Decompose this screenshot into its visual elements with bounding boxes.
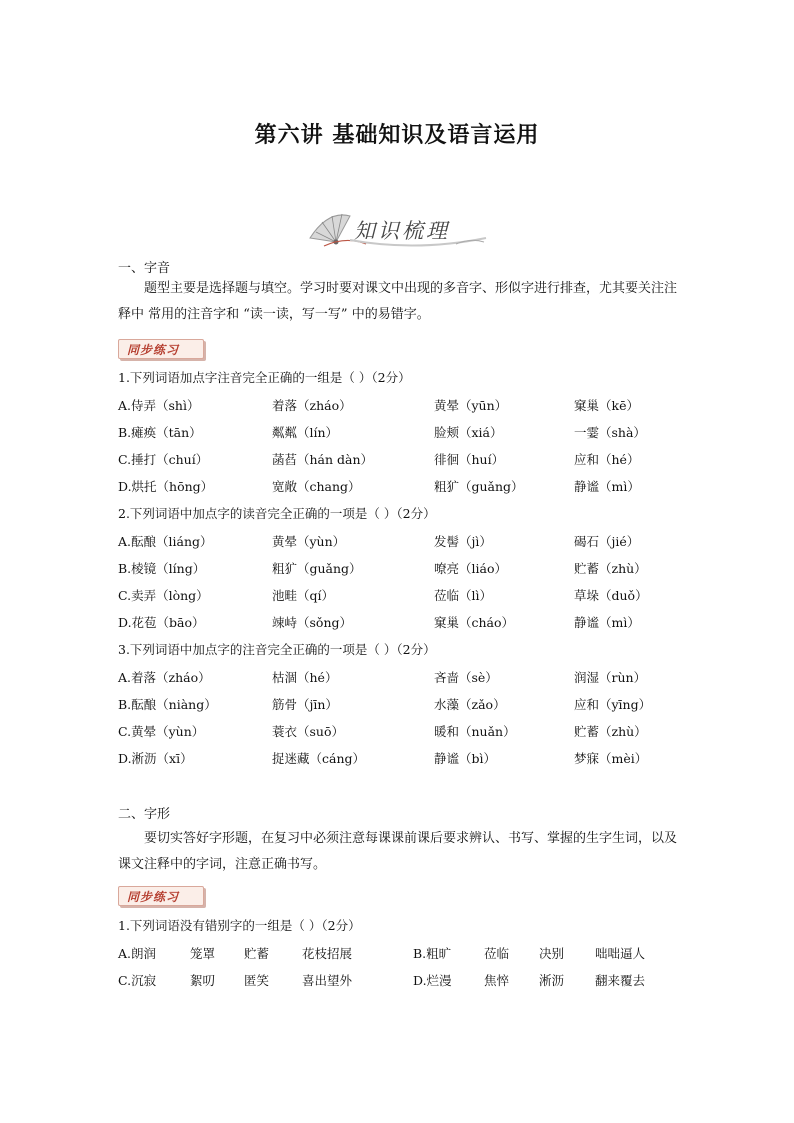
question-1-3-stem: 3.下列词语中加点字的注音完全正确的一项是（ ）（2分）: [118, 642, 436, 657]
option-cell: 焦悴: [484, 973, 510, 988]
option-cell: 粼粼（lín）: [272, 425, 339, 440]
option-cell: 粗犷（guǎng）: [272, 561, 362, 576]
option-cell: 梦寐（mèi）: [574, 751, 648, 766]
knowledge-badge: [306, 208, 490, 250]
option-cell: 贮蓄: [244, 946, 270, 961]
question-1-3-row-a: [118, 668, 678, 688]
option-cell: A.侍弄（shì）: [118, 398, 200, 413]
question-2-1-stem: 1.下列词语没有错别字的一组是（ ）（2分）: [118, 918, 361, 933]
option-cell: 黄晕（yùn）: [272, 534, 346, 549]
option-cell: 水藻（zǎo）: [434, 697, 506, 712]
option-cell: 静谧（bì）: [434, 751, 496, 766]
badge-text: 知识梳理: [354, 219, 450, 243]
option-cell: C.卖弄（lòng）: [118, 588, 209, 603]
option-cell: 蓑衣（suō）: [272, 724, 344, 739]
option-cell: A.酝酿（liáng）: [118, 534, 213, 549]
option-cell: B.瘫痪（tān）: [118, 425, 202, 440]
option-cell: 粗犷（guǎng）: [434, 479, 524, 494]
option-cell: D.花苞（bāo）: [118, 615, 205, 630]
option-cell: C.沉寂: [118, 973, 157, 988]
question-2-1-row-cd: [118, 971, 678, 991]
option-cell: 润湿（rùn）: [574, 670, 647, 685]
option-cell: 一霎（shà）: [574, 425, 646, 440]
option-cell: 草垛（duǒ）: [574, 588, 648, 603]
option-cell: 贮蓄（zhù）: [574, 561, 647, 576]
option-cell: 碣石（jié）: [574, 534, 640, 549]
option-cell: D.烂漫: [413, 973, 452, 988]
option-cell: 枯涸（hé）: [272, 670, 338, 685]
practice-badge-2: [118, 886, 204, 906]
option-cell: B.粗旷: [413, 946, 452, 961]
option-cell: C.捶打（chuí）: [118, 452, 209, 467]
option-cell: 咄咄逼人: [595, 946, 646, 961]
option-cell: D.烘托（hōng）: [118, 479, 214, 494]
question-1-2-row-d: [118, 613, 678, 633]
option-cell: 淅沥: [539, 973, 565, 988]
practice-badge-1: [118, 339, 204, 359]
option-cell: D.淅沥（xī）: [118, 751, 193, 766]
question-1-3-row-b: [118, 695, 678, 715]
option-cell: 应和（yīng）: [574, 697, 652, 712]
option-cell: 宽敞（chang）: [272, 479, 361, 494]
option-cell: 竦峙（sǒng）: [272, 615, 352, 630]
option-cell: 窠巢（kē）: [574, 398, 639, 413]
option-cell: B.棱镜（líng）: [118, 561, 206, 576]
question-1-2-row-c: [118, 586, 678, 606]
question-1-3-row-d: [118, 749, 678, 769]
option-cell: 暖和（nuǎn）: [434, 724, 516, 739]
option-cell: 花枝招展: [302, 946, 353, 961]
question-1-1-row-a: [118, 396, 678, 416]
option-cell: 贮蓄（zhù）: [574, 724, 647, 739]
question-1-2-row-a: [118, 532, 678, 552]
practice-label: 同步练习: [127, 890, 180, 904]
option-cell: 脸颊（xiá）: [434, 425, 503, 440]
option-cell: 絮叨: [190, 973, 216, 988]
option-cell: A.朗润: [118, 946, 157, 961]
question-1-1-row-b: [118, 423, 678, 443]
option-cell: 静谧（mì）: [574, 479, 640, 494]
option-cell: C.黄晕（yùn）: [118, 724, 205, 739]
option-cell: 静谧（mì）: [574, 615, 640, 630]
option-cell: 应和（hé）: [574, 452, 640, 467]
option-cell: 捉迷藏（cáng）: [272, 751, 366, 766]
question-1-2-stem: 2.下列词语中加点字的读音完全正确的一项是（ ）（2分）: [118, 506, 436, 521]
option-cell: 发髻（jì）: [434, 534, 492, 549]
question-2-1-row-ab: [118, 944, 678, 964]
option-cell: 笼罩: [190, 946, 216, 961]
section2-paragraph: 要切实答好字形题，在复习中必须注意每课课前课后要求辨认、书写、掌握的生字生词，以及课文注释中的字词，注意正确书写。: [118, 831, 678, 872]
option-cell: 莅临（lì）: [434, 588, 492, 603]
question-1-1-stem: 1.下列词语加点字注音完全正确的一组是（ ）（2分）: [118, 370, 411, 385]
practice-label: 同步练习: [127, 343, 180, 357]
option-cell: 着落（zháo）: [272, 398, 352, 413]
question-1-3-row-c: [118, 722, 678, 742]
option-cell: 决别: [539, 946, 565, 961]
option-cell: 筋骨（jīn）: [272, 697, 338, 712]
option-cell: 吝啬（sè）: [434, 670, 498, 685]
section2-heading: 二、字形: [118, 807, 171, 822]
option-cell: 窠巢（cháo）: [434, 615, 515, 630]
option-cell: 黄晕（yūn）: [434, 398, 508, 413]
question-1-2-row-b: [118, 559, 678, 579]
option-cell: 匿笑: [244, 973, 270, 988]
section1-heading: 一、字音: [118, 261, 171, 276]
option-cell: 莅临: [484, 946, 510, 961]
option-cell: 翻来覆去: [595, 973, 646, 988]
option-cell: B.酝酿（niàng）: [118, 697, 217, 712]
question-1-1-row-c: [118, 450, 678, 470]
option-cell: 池畦（qí）: [272, 588, 334, 603]
option-cell: 菡萏（hán dàn）: [272, 452, 374, 467]
question-1-1-row-d: [118, 477, 678, 497]
section1-paragraph: 题型主要是选择题与填空。学习时要对课文中出现的多音字、形似字进行排查，尤其要关注注释中 常用的注音字和 “读一读，写一写” 中的易错字。: [118, 281, 678, 322]
option-cell: 嘹亮（liáo）: [434, 561, 507, 576]
option-cell: 喜出望外: [302, 973, 353, 988]
option-cell: A.着落（zháo）: [118, 670, 211, 685]
option-cell: 徘徊（huí）: [434, 452, 505, 467]
page-title: 第六讲 基础知识及语言运用: [254, 122, 540, 148]
